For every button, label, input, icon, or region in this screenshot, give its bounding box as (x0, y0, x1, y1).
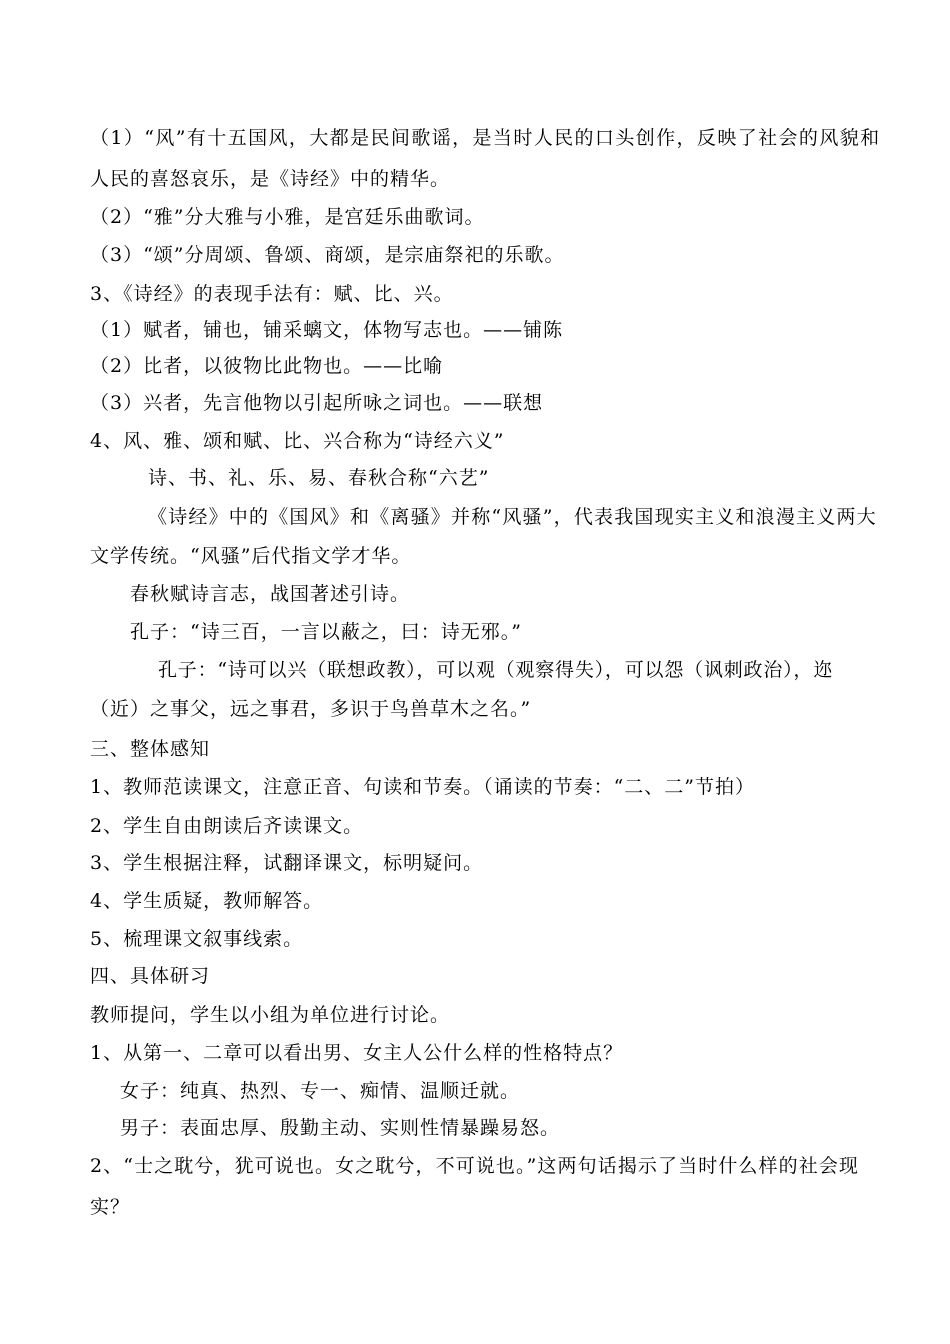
text-line-20: 3、学生根据注释，试翻译课文，标明疑问。 (90, 852, 484, 874)
text-line-29: 实？ (90, 1196, 131, 1218)
text-line-8: （3）兴者，先言他物以引起所咏之词也。——联想 (90, 392, 544, 414)
text-line-16: （近）之事父，远之事君，多识于鸟兽草木之名。” (90, 698, 532, 720)
section-heading-3: 三、整体感知 (90, 738, 211, 760)
text-line-11: 《诗经》中的《国风》和《离骚》并称“风骚”，代表我国现实主义和浪漫主义两大 (148, 506, 877, 528)
text-line-26: 女子：纯真、热烈、专一、痴情、温顺迁就。 (120, 1080, 521, 1102)
text-line-4: （3）“颂”分周颂、鲁颂、商颂，是宗庙祭祀的乐歌。 (90, 244, 565, 266)
text-line-6: （1）赋者，铺也，铺采螭文，体物写志也。——铺陈 (90, 319, 564, 341)
text-line-14: 孔子：“诗三百，一言以蔽之，曰：诗无邪。” (130, 621, 522, 643)
section-heading-4: 四、具体研习 (90, 965, 211, 987)
text-line-21: 4、学生质疑，教师解答。 (90, 890, 324, 912)
text-line-27: 男子：表面忠厚、殷勤主动、实则性情暴躁易怒。 (120, 1117, 561, 1139)
text-line-1: （1）“风”有十五国风，大都是民间歌谣，是当时人民的口头创作，反映了社会的风貌和 (90, 127, 881, 149)
text-line-28: 2、“士之耽兮，犹可说也。女之耽兮，不可说也。”这两句话揭示了当时什么样的社会现 (90, 1155, 860, 1177)
text-line-24: 教师提问，学生以小组为单位进行讨论。 (90, 1004, 451, 1026)
text-line-7: （2）比者，以彼物比此物也。——比喻 (90, 355, 444, 377)
text-line-5: 3、《诗经》的表现手法有：赋、比、兴。 (90, 283, 454, 305)
text-line-3: （2）“雅”分大雅与小雅，是宫廷乐曲歌词。 (90, 206, 485, 228)
text-line-15: 孔子：“诗可以兴（联想政教），可以观（观察得失），可以怨（讽刺政治），迩 (158, 659, 834, 681)
text-line-9: 4、风、雅、颂和赋、比、兴合称为“诗经六义” (90, 430, 505, 452)
text-line-10: 诗、书、礼、乐、易、春秋合称“六艺” (148, 467, 490, 489)
text-line-13: 春秋赋诗言志，战国著述引诗。 (130, 583, 411, 605)
text-line-18: 1、教师范读课文，注意正音、句读和节奏。（诵读的节奏：“二、二”节拍） (90, 776, 756, 798)
text-line-25: 1、从第一、二章可以看出男、女主人公什么样的性格特点？ (90, 1042, 624, 1064)
text-line-2: 人民的喜怒哀乐，是《诗经》中的精华。 (90, 168, 451, 190)
text-line-12: 文学传统。“风骚”后代指文学才华。 (90, 545, 412, 567)
text-line-19: 2、学生自由朗读后齐读课文。 (90, 815, 364, 837)
text-line-22: 5、梳理课文叙事线索。 (90, 928, 304, 950)
